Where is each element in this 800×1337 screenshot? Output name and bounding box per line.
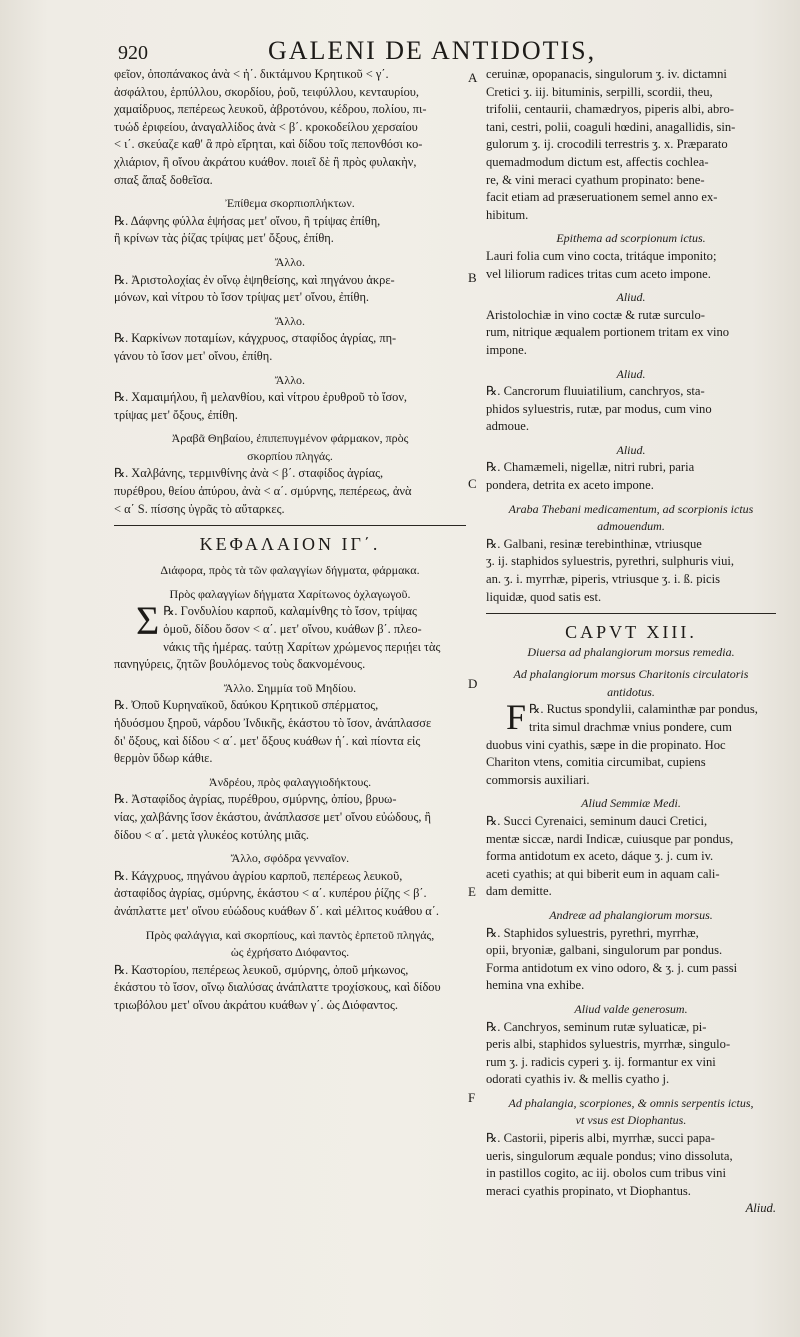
paragraph [114,868,466,921]
text-line: ἀσφάλτου, ἑρπύλλου, σκορδίου, ῥοῦ, τειφύλλου, κενταυρίου, [114,84,420,99]
catchword: Aliud. [745,1201,776,1216]
text-line: γάνου τὸ ἴσον μετ' οἴνου, ἐπίθη. [114,348,273,363]
section-heading: Ἄλλο. Σημμία τοῦ Μηδίου. [223,680,357,695]
text-line: ἡδυόσμου ξηροῦ, νάρδου Ἰνδικῆς, ἑκάστου τὸ ἴσον, ἀνάπλασσε [114,716,432,730]
text-line: in pastillos cogito, ac iij. obolos cum tribus vini [486,1166,726,1181]
section-heading: Ἀνδρέου, πρὸς φαλαγγιοδήκτους. [208,774,372,789]
text-line: δίδου < α΄. μετὰ γλυκέος κοτύλης μιᾶς. [114,827,309,842]
text-line: νίας, χαλβάνης ἴσον ἑκάστου, ἀνάπλασσε μετ' οἴνου εὐώδους, ἢ [114,809,432,824]
text-line: ἀνάπλαττε μετ' οἴνου εὐώδους κυάθων δ΄. καὶ μέλιτος κυάθου α΄. [114,903,440,918]
paragraph [114,962,466,1015]
section-heading: Διάφορα, πρὸς τὰ τῶν φαλαγγίων δήγματα, φάρμακα. [160,563,420,578]
text-line: Lauri folia cum vino cocta, tritáque imponito; [486,248,717,263]
section-heading: Ἐπίθεμα σκορπιοπλήκτων. [225,196,355,211]
text-line: trifolii, centaurii, chamædryos, piperis albi, abro- [486,102,734,117]
drop-initial: F [506,697,527,738]
chapter-rule [114,525,466,526]
paragraph [486,459,776,494]
text-line: quemadmodum dictum est, affectis cochlea- [486,154,709,169]
text-line: rum, nitrique æqualem portionem tritam ex vino [486,325,730,340]
section-heading: Aliud. [616,442,646,457]
text-line: ʒ. ij. staphidos syluestris, pyrethri, sulphuris viui, [486,554,735,569]
text-line: ℞. Δάφνης φύλλα ἑψήσας μετ' οἴνου, ἢ τρίψας ἐπίθη, [114,213,381,228]
paragraph [114,791,466,844]
text-line: τριωβόλου μετ' οἴνου ἀκράτου κυάθων γ΄. ὡς Διόφαντος. [114,997,398,1012]
text-line: ueris, singulorum æquale pondus; vino dissoluta, [486,1148,733,1163]
text-line: θερμὸν ὕδωρ κάθιε. [114,751,213,766]
section-heading: Ad phalangiorum morsus Charitonis circulatoris [513,667,749,682]
text-line: πυρέθρου, θείου ἀπύρου, ἀνὰ < α΄. σμύρνης, πεπέρεως, ἀνὰ [114,484,412,499]
section-heading: antidotus. [607,684,655,699]
page-number: 920 [118,42,148,64]
paragraph [486,813,776,901]
text-line: meraci cyathis propinato, vt Diophantus. [486,1183,691,1198]
text-line: liquidæ, quod satis est. [486,589,602,604]
text-line: commorsis auxiliari. [486,772,590,787]
text-line: ℞. Ructus spondylii, calaminthæ par pondus, [529,702,758,717]
paragraph [114,697,466,767]
text-line: duobus vini cyathis, sæpe in die propinato. Hoc [486,737,726,752]
text-line: ℞. Castorii, piperis albi, myrrhæ, succi papa- [486,1131,715,1146]
margin-letter-e: E [468,884,476,899]
paragraph [114,330,466,365]
section-heading: σκορπίου πληγάς. [247,448,333,463]
text-line: re, & vini meraci cyathum propinato: bene- [486,172,705,187]
text-line: gulorum ʒ. ij. crocodili terrestris ʒ. x. Præparato [486,137,728,152]
section-heading: ὡς ἐχρήσατο Διόφαντος. [230,945,350,960]
text-line: ℞. Χαλβάνης, τερμινθίνης ἀνὰ < β΄. σταφίδος ἀγρίας, [114,466,384,481]
text-line: tani, cestri, polii, coaguli hœdini, anagallidis, sin- [486,119,736,134]
text-line: πανηγύρεις, ζητῶν βουλόμενος τοὺς δακνομένους. [114,657,366,672]
chapter-rule [486,613,776,614]
paragraph-with-initial [114,598,466,673]
paragraph [486,1130,776,1200]
chapter-title: CAPVT XIII. [565,622,697,643]
chapter-title: ΚΕΦΑΛΑΙΟΝ ΙΓ΄. [199,534,381,555]
text-line: rum ʒ. j. radicis cyperi ʒ. ij. formantur ex vini [486,1054,716,1069]
section-heading: Aliud Semmiæ Medi. [581,796,681,811]
text-line: ℞. Canchryos, seminum rutæ syluaticæ, pi- [486,1019,707,1034]
paragraph [486,248,776,283]
text-line: vel liliorum radices tritas cum aceto impone. [486,266,711,281]
text-line: φεῖον, ὀποπάνακος ἀνὰ < ἡ΄. δικτάμνου Κρητικοῦ < γ΄. [114,67,389,81]
text-line: Aristolochiæ in vino coctæ & rutæ surculo- [486,307,705,322]
paragraph [486,66,776,224]
running-head [118,36,780,70]
text-line: τρίψας μετ' ὄξους, ἐπίθη. [114,407,238,422]
text-line: < α΄ S. πίσσης ὑγρᾶς τὸ αὔταρκες. [114,501,285,516]
text-line: ἑκάστου τὸ ἴσον, οἴνῳ διαλύσας ἀνάπλαττε τροχίσκους, καὶ δίδου [114,980,441,995]
text-line: ℞. Chamæmeli, nigellæ, nitri rubri, paria [486,460,695,475]
text-line: ℞. Ἀριστολοχίας ἐν οἴνῳ ἑψηθείσης, καὶ πηγάνου ἀκρε- [114,272,395,287]
section-heading: Πρὸς φαλάγγια, καὶ σκορπίους, καὶ παντὸς ἑρπετοῦ πληγάς, [145,927,435,942]
paragraph [486,383,776,436]
text-line: trita simul drachmæ vnius pondere, cum [529,720,732,734]
section-heading: Πρὸς φαλαγγίων δήγματα Χαρίτωνος ὀχλαγωγοῦ. [169,586,411,601]
text-line: ℞. Galbani, resinæ terebinthinæ, vtriusque [486,536,702,551]
section-heading: Ἄλλο, σφόδρα γενναῖον. [230,851,350,866]
text-line: νάκις τῆς ἡμέρας. ταύτῃ Χαρίτων χρώμενος περιῄει τὰς [163,639,441,654]
section-heading: Ἄλλο. [274,254,306,269]
text-line: χαμαίδρυος, πεπέρεως λευκοῦ, ἀβροτόνου, κέδρου, πολίου, πι- [114,102,427,117]
greek-column [114,66,466,1015]
text-line: ℞. Γονδυλίου καρποῦ, καλαμίνθης τὸ ἴσον, τρίψας [163,604,417,619]
text-line: hemina vna exhibe. [486,978,585,993]
text-line: mentæ siccæ, nardi Indicæ, cuiusque par pondus, [486,831,734,846]
section-heading: vt vsus est Diophantus. [575,1113,687,1128]
text-line: Forma antidotum ex vino odoro, & ʒ. j. cum passi [486,960,738,975]
text-line: opii, bryoniæ, galbani, singulorum par pondus. [486,943,723,958]
section-heading: Aliud valde generosum. [574,1001,688,1016]
text-line: ℞. Staphidos syluestris, pyrethri, myrrhæ, [486,925,699,940]
text-line: < ι΄. σκεύαζε καθ' ἃ πρὸ εἴρηται, καὶ δίδου τοῖς πεπονθόσι κο- [114,137,423,152]
section-heading: Ἀραβᾶ Θηβαίου, ἐπιπεπυγμένον φάρμακον, πρὸς [171,431,409,446]
running-title: GALENI DE ANTIDOTIS, [268,36,597,65]
paragraph [486,925,776,995]
margin-letter-d: D [468,676,478,691]
paragraph [114,213,466,248]
paragraph [486,307,776,360]
text-line: dam demitte. [486,884,552,899]
text-line: facit etiam ad præseruationem semel anno ex- [486,190,718,205]
text-line: phidos syluestris, rutæ, par modus, cum vino [486,401,712,416]
text-line: aceti cyathis; at qui biberit eum in aquam cali- [486,866,720,881]
text-line: σπαξ ἅπαξ δοθεῖσα. [114,172,213,187]
section-heading: Ἄλλο. [274,372,306,387]
latin-column [486,66,776,1218]
section-heading: Ἄλλο. [274,313,306,328]
text-line: ἀσταφίδος ἀγρίας, σμύρνης, ἑκάστου < α΄. κυπέρου ῥίζης < β΄. [114,886,427,901]
section-heading: Araba Thebani medicamentum, ad scorpionis ictus [508,501,754,516]
section-heading: Epithema ad scorpionum ictus. [556,231,706,246]
text-line: ℞. Succi Cyrenaici, seminum dauci Cretici, [486,813,708,828]
chapter-subtitle: Diuersa ad phalangiorum morsus remedia. [527,645,735,660]
section-heading: admouendum. [597,519,665,534]
text-line: τυώδ ἐριφείου, ἀναγαλλίδος ἀνὰ < β΄. κροκοδείλου χερσαίου [114,119,418,134]
margin-letter-f: F [468,1090,476,1105]
paragraph [114,389,466,424]
text-line: admoue. [486,419,530,434]
text-line: impone. [486,342,527,357]
margin-letter-c: C [468,476,477,491]
section-heading: Andreæ ad phalangiorum morsus. [549,907,713,922]
text-line: χλιάριον, ἢ οἴνου ἀκράτου κυάθον. ποιεῖ δὲ ἢ πρὸς φυλακὴν, [114,154,417,169]
text-line: Chariton vtens, comitia circumibat, cupiens [486,755,706,770]
text-line: ceruinæ, opopanacis, singulorum ʒ. iv. dictamni [486,67,727,81]
text-line: ℞. Καστορίου, πεπέρεως λευκοῦ, σμύρνης, ὀποῦ μήκωνος, [114,962,409,977]
text-line: ἢ κρίνων τὰς ῥίζας τρίψας μετ' ὄξους, ἐπίθη. [114,231,334,246]
text-line: ℞. Ὀποῦ Κυρηναϊκοῦ, δαύκου Κρητικοῦ σπέρματος, [114,698,379,713]
text-line: ℞. Χαμαιμήλου, ἢ μελανθίου, καὶ νίτρου ἐρυθροῦ τὸ ἴσον, [114,390,408,405]
text-line: δι' ὄξους, καὶ δίδου < α΄. μετ' ὄξους κυάθων ἡ΄. καὶ πίοντα εἰς [114,733,421,748]
margin-letter-a: A [468,70,478,85]
paragraph [114,66,466,189]
section-heading: Aliud. [616,366,646,381]
paragraph-with-initial [486,697,776,789]
drop-initial: Σ [136,598,160,644]
text-line: μόνων, καὶ νίτρου τὸ ἴσον τρίψας μετ' οἴνου, ἐπίθη. [114,290,370,305]
margin-letter-b: B [468,270,477,285]
text-line: peris albi, staphidos syluestris, myrrhæ, singulo- [486,1037,731,1052]
paragraph [486,1019,776,1089]
text-line: ℞. Cancrorum fluuiatilium, canchryos, sta- [486,384,705,399]
text-line: ℞. Κάγχρυος, πηγάνου ἀγρίου καρποῦ, πεπέρεως λευκοῦ, [114,868,403,883]
text-line: pondera, detrita ex aceto impone. [486,478,654,493]
text-line: ὁμοῦ, δίδου ὅσον < α΄. μετ' οἴνου, κυάθων β΄. πλεο- [163,622,422,637]
text-line: forma antidotum ex aceto, dáque ʒ. j. cum iv. [486,849,714,864]
section-heading: Aliud. [616,290,646,305]
paragraph [486,536,776,606]
text-line: hibitum. [486,207,529,222]
text-line: an. ʒ. i. myrrhæ, piperis, vtriusque ʒ. i. ß. picis [486,572,720,587]
text-line: ℞. Ἀσταφίδος ἀγρίας, πυρέθρου, σμύρνης, ὀπίου, βρυω- [114,792,397,807]
paragraph [114,465,466,518]
paragraph [114,272,466,307]
text-line: odorati cyathis iv. & mellis cyatho j. [486,1072,670,1087]
text-line: Cretici ʒ. iij. bituminis, serpilli, scordii, theu, [486,84,713,99]
text-line: ℞. Καρκίνων ποταμίων, κάγχρυος, σταφίδος ἀγρίας, πη- [114,331,397,346]
section-heading: Ad phalangia, scorpiones, & omnis serpentis ictus, [508,1095,754,1110]
